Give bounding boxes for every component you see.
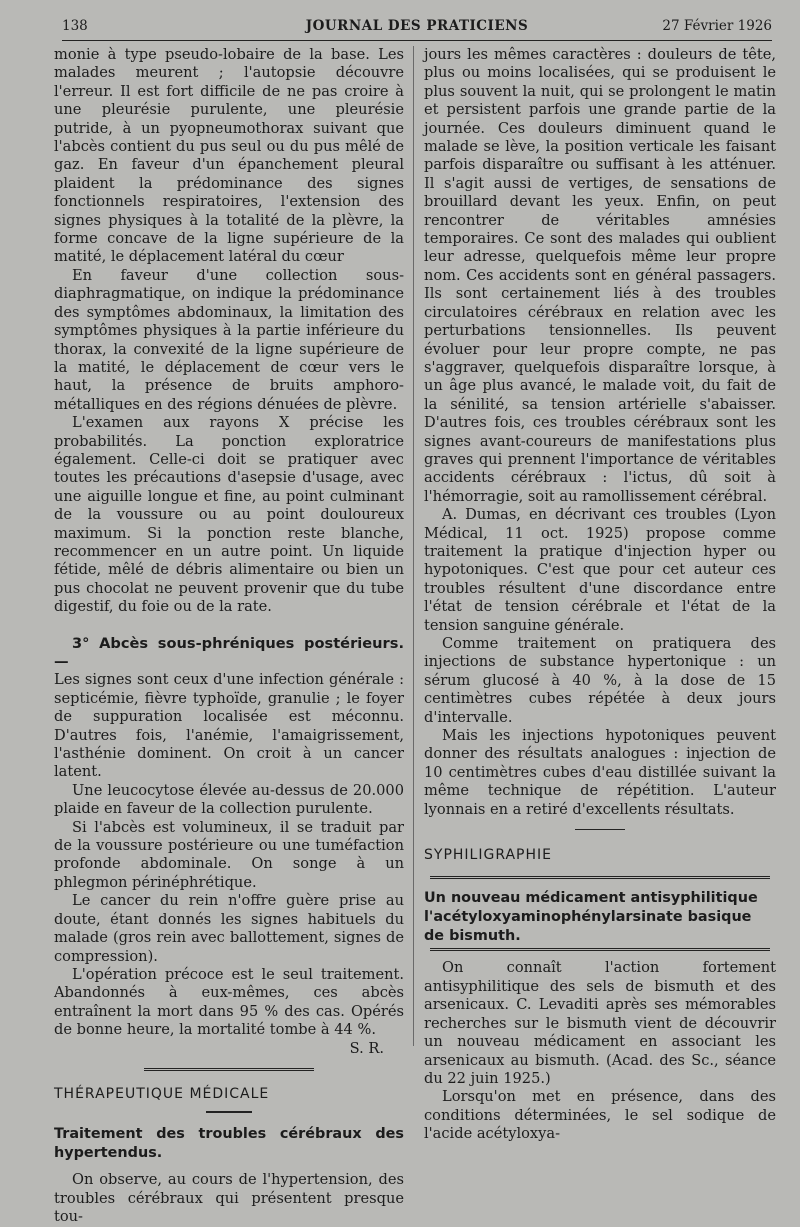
- short-rule: [575, 829, 625, 830]
- paragraph: Les signes sont ceux d'une infection générale : septicémie, fièvre typhoïde, granulie ; le foyer de suppuration localisée est méconnu. D'autres fois, l'anémie, l'amaigrissement, l'asthénie dominent. On croit à un cancer latent.: [54, 671, 404, 781]
- paragraph: L'examen aux rayons X précise les probabilités. La ponction exploratrice également. Celle-ci doit se pratiquer avec toutes les précautions d'asepsie d'usage, avec une aiguille longue et fine, au point culminant de la voussure ou au point douloureux maximum. Si la ponction reste blanche, recommencer en un autre point. Un liquide fétide, mêlé de débris alimentaire ou bien un pus chocolat ne peuvent provenir que du tube digestif, du foie ou de la rate.: [54, 414, 404, 616]
- section-rule: [430, 876, 770, 879]
- article-title-line: l'acétyloxyaminophénylarsinate basique: [424, 909, 752, 926]
- paragraph: Lorsqu'on met en présence, dans des conditions déterminées, le sel sodique de l'acide acétyloxya-: [424, 1088, 776, 1143]
- section-heading: THÉRAPEUTIQUE MÉDICALE: [54, 1085, 270, 1102]
- paragraph: monie à type pseudo-lobaire de la base. Les malades meurent ; l'autopsie découvre l'erreur. Il est fort difficile de ne pas croire à une pleurésie purulente, une pleurésie putride, à un pyopneumothorax suivant que l'abcès contient du pus seul ou du pus mêlé de gaz. En faveur d'un épanchement pleural plaident la prédominance des signes fonctionnels respiratoires, l'extension des signes physiques à la totalité de la plèvre, la forme concave de la ligne supérieure de la matité, le déplacement latéral du cœur: [54, 46, 404, 266]
- title-rule: [430, 948, 770, 951]
- paragraph: Si l'abcès est volumineux, il se traduit par de la voussure postérieure ou une tuméfaction profonde abdominale. On songe à un phlegmon périnéphrétique.: [54, 818, 404, 891]
- issue-date: 27 Février 1926: [662, 18, 772, 34]
- paragraph: Comme traitement on pratiquera des injections de substance hypertonique : un sérum glucosé à 40 %, à la dose de 15 centimètres cubes répétée à deux jours d'intervalle.: [424, 635, 776, 726]
- paragraph: On connaît l'action fortement antisyphilitique des sels de bismuth et des arsenicaux. C. Levaditi après ses mémorables recherches sur le bismuth vient de découvrir un nouveau médicament en associant les arsenicaux au bismuth. (Acad. des Sc., séance du 22 juin 1925.): [424, 959, 776, 1087]
- paragraph: Le cancer du rein n'offre guère prise au doute, étant donnés les signes habituels du malade (gros rein avec ballottement, signes de compression).: [54, 892, 404, 965]
- paragraph: En faveur d'une collection sous-diaphragmatique, on indique la prédominance des symptômes abdominaux, la limitation des symptômes physiques à la partie inférieure du thorax, la convexité de la ligne supérieure de la matité, le déplacement de cœur vers le haut, la présence de bruits amphoro-métalliques en des régions dénuées de plèvre.: [54, 266, 404, 413]
- paragraph: L'opération précoce est le seul traitement. Abandonnés à eux-mêmes, ces abcès entraînent la mort dans 95 % des cas. Opérés de bonne heure, la mortalité tombe à 44 %.: [54, 965, 404, 1039]
- running-header: [62, 14, 772, 38]
- column-separator: [413, 46, 414, 1046]
- paragraph: jours les mêmes caractères : douleurs de tête, plus ou moins localisées, qui se produisent le plus souvent la nuit, qui se prolongent le matin et persistent parfois une grande partie de la journée. Ces douleurs diminuent quand le malade se lève, la position verticale les faisant parfois disparaître ou suffisant à les atténuer. Il s'agit aussi de vertiges, de sensations de brouillard devant les yeux. Enfin, on peut rencontrer de véritables amnésies temporaires. Ce sont des malades qui oublient leur adresse, quelquefois même leur propre nom. Ces accidents sont en général passagers. Ils sont certainement liés à des troubles circulatoires cérébraux en relation avec les perturbations tensionnelles. Ils peuvent évoluer pour leur propre compte, ne pas s'aggraver, quelquefois disparaître lorsque, à un âge plus avancé, le malade voit, du fait de la sénilité, sa tension artérielle s'abaisser. D'autres fois, ces troubles cérébraux sont les signes avant-coureurs de manifestations plus graves qui prennent l'importance de véritables accidents cérébraux : l'ictus, dû soit à l'hémorragie, soit au ramollissement cérébral.: [424, 46, 776, 505]
- author-signature: S. R.: [349, 1039, 384, 1057]
- subsection-heading: 3° Abcès sous-phréniques postérieurs. —: [54, 634, 404, 670]
- journal-title: JOURNAL DES PRATICIENS: [305, 18, 529, 34]
- paragraph: A. Dumas, en décrivant ces troubles (Lyon Médical, 11 oct. 1925) propose comme traitement la pratique d'injection hyper ou hypotoniques. C'est que pour cet auteur ces troubles résultent d'une discordance entre l'état de tension cérébrale et l'état de la tension sanguine générale.: [424, 506, 776, 634]
- article-title: Traitement des troubles cérébraux des hypertendus.: [54, 1126, 404, 1162]
- section-rule: [144, 1068, 314, 1071]
- paragraph: Mais les injections hypotoniques peuvent donner des résultats analogues : injection de 10 centimètres cubes d'eau distillée suivant la même technique de répétition. L'auteur lyonnais en a retiré d'excellents résultats.: [424, 727, 776, 818]
- section-heading: SYPHILIGRAPHIE: [424, 847, 552, 864]
- short-rule: [206, 1111, 252, 1113]
- right-column: [424, 46, 776, 1144]
- article-title-line: Un nouveau médicament antisyphilitique: [424, 890, 758, 907]
- article-title-line: de bismuth.: [424, 928, 521, 945]
- paragraph: Une leucocytose élevée au-dessus de 20.000 plaide en faveur de la collection purulente.: [54, 781, 404, 818]
- page-number: 138: [62, 18, 88, 34]
- header-rule: [62, 40, 772, 41]
- paragraph: On observe, au cours de l'hypertension, des troubles cérébraux qui présentent presque tou-: [54, 1171, 404, 1226]
- left-column: [54, 46, 404, 1227]
